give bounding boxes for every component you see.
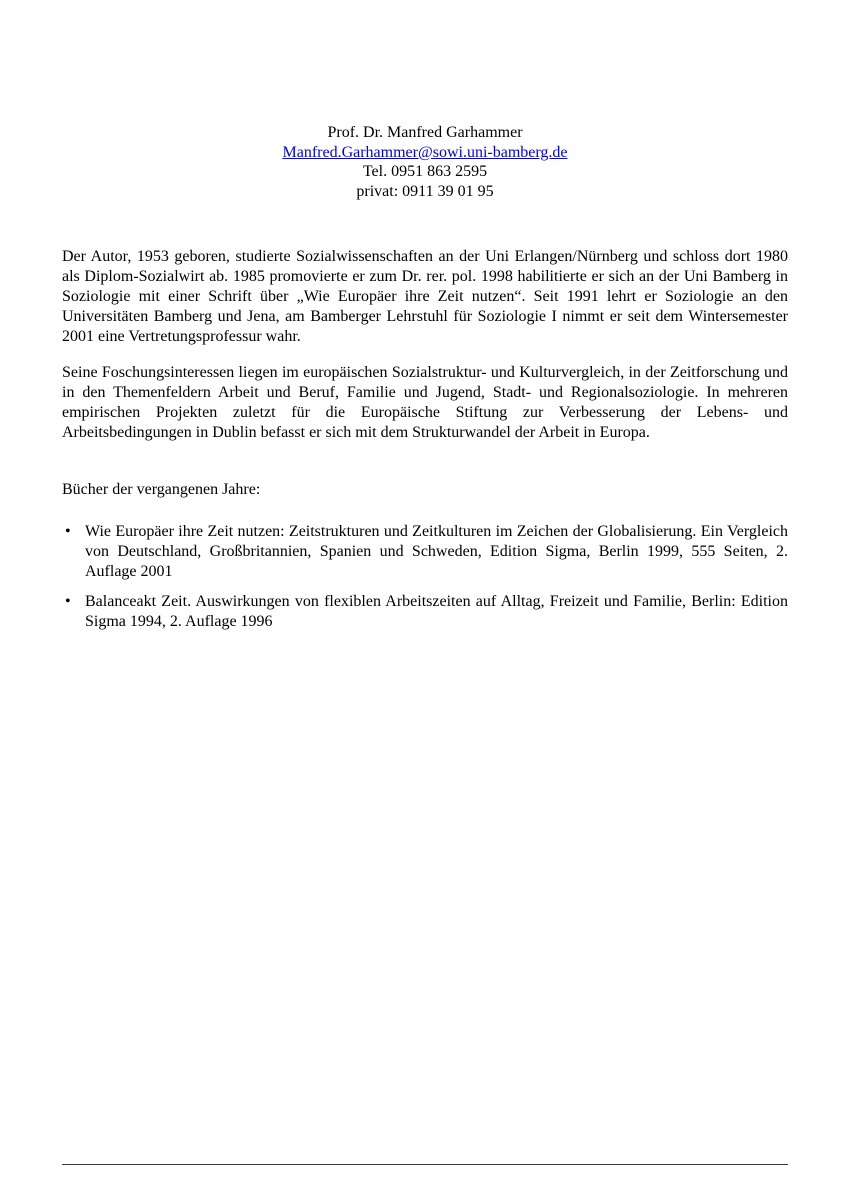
bullet-icon: •: [65, 593, 71, 610]
book-list: [62, 522, 788, 632]
footer-rule: [62, 1164, 788, 1165]
author-private-telephone: privat: 0911 39 01 95: [356, 182, 494, 200]
author-email-line: [62, 143, 788, 163]
bio-paragraph-2: Seine Foschungsinteressen liegen im europäischen Sozialstruktur- und Kulturvergleich, in der Zeitforschung und in den Themenfeldern Arbeit und Beruf, Familie und Jugend, Stadt- und Regionalsoziologie. In mehreren empirischen Projekten zuletzt für die Europäische Stiftung zur Verbesserung der Lebens- und Arbeitsbedingungen in Dublin befasst er sich mit dem Strukturwandel der Arbeit in Europa.: [62, 364, 788, 441]
author-name: Prof. Dr. Manfred Garhammer: [327, 124, 523, 141]
author-telephone: Tel. 0951 863 2595: [362, 163, 488, 180]
author-header: [62, 123, 788, 201]
email-link[interactable]: Manfred.Garhammer@sowi.uni-bamberg.de: [282, 143, 568, 161]
book-item: [62, 592, 788, 632]
bio-paragraph-1: Der Autor, 1953 geboren, studierte Sozialwissenschaften an der Uni Erlangen/Nürnberg und schloss dort 1980 als Diplom-Sozialwirt ab. 1985 promovierte er zum Dr. rer. pol. 1998 habilitierte er sich an der Uni Bamberg in Soziologie mit einer Schrift über „Wie Europäer ihre Zeit nutzen“. Seit 1991 lehrt er Soziologie an den Universitäten Bamberg und Jena, am Bamberger Lehrstuhl für Soziologie I nimmt er seit dem Wintersemester 2001 eine Vertretungsprofessur wahr.: [62, 248, 788, 345]
book-item: [62, 522, 788, 582]
book-item-text: Balanceakt Zeit. Auswirkungen von flexiblen Arbeitszeiten auf Alltag, Freizeit und Familie, Berlin: Edition Sigma 1994, 2. Auflage 1996: [85, 593, 788, 630]
books-heading: Bücher der vergangenen Jahre:: [62, 481, 261, 498]
bullet-icon: •: [65, 523, 71, 540]
book-item-text: Wie Europäer ihre Zeit nutzen: Zeitstrukturen und Zeitkulturen im Zeichen der Globalisierung. Ein Vergleich von Deutschland, Großbritannien, Spanien und Schweden, Edition Sigma, Berlin 1999, 555 Seiten, 2. Auflage 2001: [85, 523, 788, 580]
